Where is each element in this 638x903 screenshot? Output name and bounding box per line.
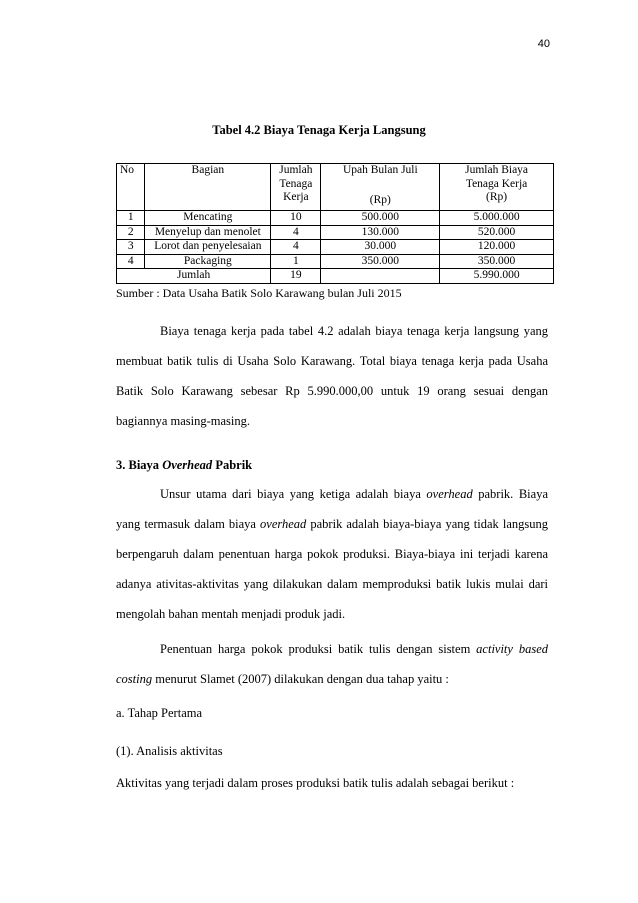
heading-prefix: 3. Biaya	[116, 458, 163, 472]
text-run: pabrik. Biaya yang termasuk dalam biaya	[116, 487, 548, 531]
paragraph-labor-summary: Biaya tenaga kerja pada tabel 4.2 adalah biaya tenaga kerja langsung yang membuat batik tulis di Usaha Solo Karawang. Total biaya tenaga kerja pada Usaha Batik Solo Karawang sebesar Rp 5.990.000,00 untuk 19 orang sesuai dengan bagiannya masing-masing.	[116, 324, 548, 428]
paragraph-abc	[116, 634, 548, 694]
cell-biaya: 5.000.000	[440, 211, 554, 226]
item-1-heading: (1). Analisis aktivitas	[116, 744, 223, 758]
italic-term: overhead	[260, 517, 307, 531]
text-run: Unsur utama dari biaya yang ketiga adalah biaya	[160, 487, 427, 501]
header-jumlah-biaya	[440, 164, 554, 211]
page-number: 40	[537, 38, 550, 50]
header-no: No	[117, 164, 145, 211]
table-total-row	[117, 269, 554, 284]
table-row	[117, 211, 554, 226]
text-run: Penentuan harga pokok produksi batik tulis dengan sistem	[160, 642, 477, 656]
cell-biaya: 350.000	[440, 254, 554, 269]
text-run: menurut Slamet (2007) dilakukan dengan dua tahap yaitu :	[152, 672, 449, 686]
cell-bagian: Lorot dan penyelesaian	[145, 240, 271, 255]
total-label: Jumlah	[117, 269, 271, 284]
italic-term: overhead	[426, 487, 473, 501]
paragraph-overhead	[116, 479, 548, 629]
labor-cost-table	[116, 163, 554, 284]
cell-bagian: Mencating	[145, 211, 271, 226]
section-heading	[116, 458, 252, 473]
header-upah-unit: (Rp)	[369, 193, 391, 206]
cell-upah: 130.000	[321, 225, 440, 240]
heading-italic: Overhead	[162, 458, 213, 472]
header-upah-label: Upah Bulan Juli	[342, 164, 418, 176]
header-jumlah-tenaga-line: Tenaga	[279, 177, 313, 190]
table-source: Sumber : Data Usaha Batik Solo Karawang bulan Juli 2015	[116, 286, 402, 300]
cell-no: 2	[117, 225, 145, 240]
cell-bagian: Menyelup dan menolet	[145, 225, 271, 240]
table-row	[117, 240, 554, 255]
total-tenaga: 19	[271, 269, 321, 284]
header-jumlah-biaya-line: Jumlah Biaya	[465, 164, 529, 176]
cell-tenaga: 4	[271, 225, 321, 240]
cell-upah: 30.000	[321, 240, 440, 255]
header-jumlah-tenaga	[271, 164, 321, 211]
table-row	[117, 254, 554, 269]
cell-upah: 500.000	[321, 211, 440, 226]
cell-bagian: Packaging	[145, 254, 271, 269]
header-bagian: Bagian	[145, 164, 271, 211]
header-jumlah-biaya-line: (Rp)	[486, 191, 508, 203]
cell-biaya: 120.000	[440, 240, 554, 255]
item-a-heading: a. Tahap Pertama	[116, 706, 203, 720]
table-row	[117, 225, 554, 240]
total-biaya: 5.990.000	[440, 269, 554, 284]
table-header-row	[117, 164, 554, 211]
header-jumlah-biaya-line: Tenaga Kerja	[465, 177, 528, 190]
text-run: pabrik adalah biaya-biaya yang tidak langsung berpengaruh dalam penentuan harga pokok produksi. Biaya-biaya ini terjadi karena adanya ativitas-aktivitas yang dilakukan dalam memproduksi batik lukis mulai dari mengolah bahan mentah menjadi produk jadi.	[116, 517, 549, 621]
cell-tenaga: 10	[271, 211, 321, 226]
italic-term: activity based costing	[116, 642, 548, 686]
heading-suffix: Pabrik	[212, 458, 253, 472]
cell-no: 1	[117, 211, 145, 226]
header-jumlah-tenaga-line: Jumlah	[279, 164, 313, 176]
cell-tenaga: 1	[271, 254, 321, 269]
total-upah	[321, 269, 440, 284]
closing-line: Aktivitas yang terjadi dalam proses produksi batik tulis adalah sebagai berikut :	[116, 776, 515, 790]
cell-biaya: 520.000	[440, 225, 554, 240]
cell-no: 4	[117, 254, 145, 269]
cell-no: 3	[117, 240, 145, 255]
header-upah	[321, 164, 440, 211]
cell-upah: 350.000	[321, 254, 440, 269]
cell-tenaga: 4	[271, 240, 321, 255]
table-caption: Tabel 4.2 Biaya Tenaga Kerja Langsung	[212, 123, 426, 137]
header-jumlah-tenaga-line: Kerja	[283, 191, 309, 203]
